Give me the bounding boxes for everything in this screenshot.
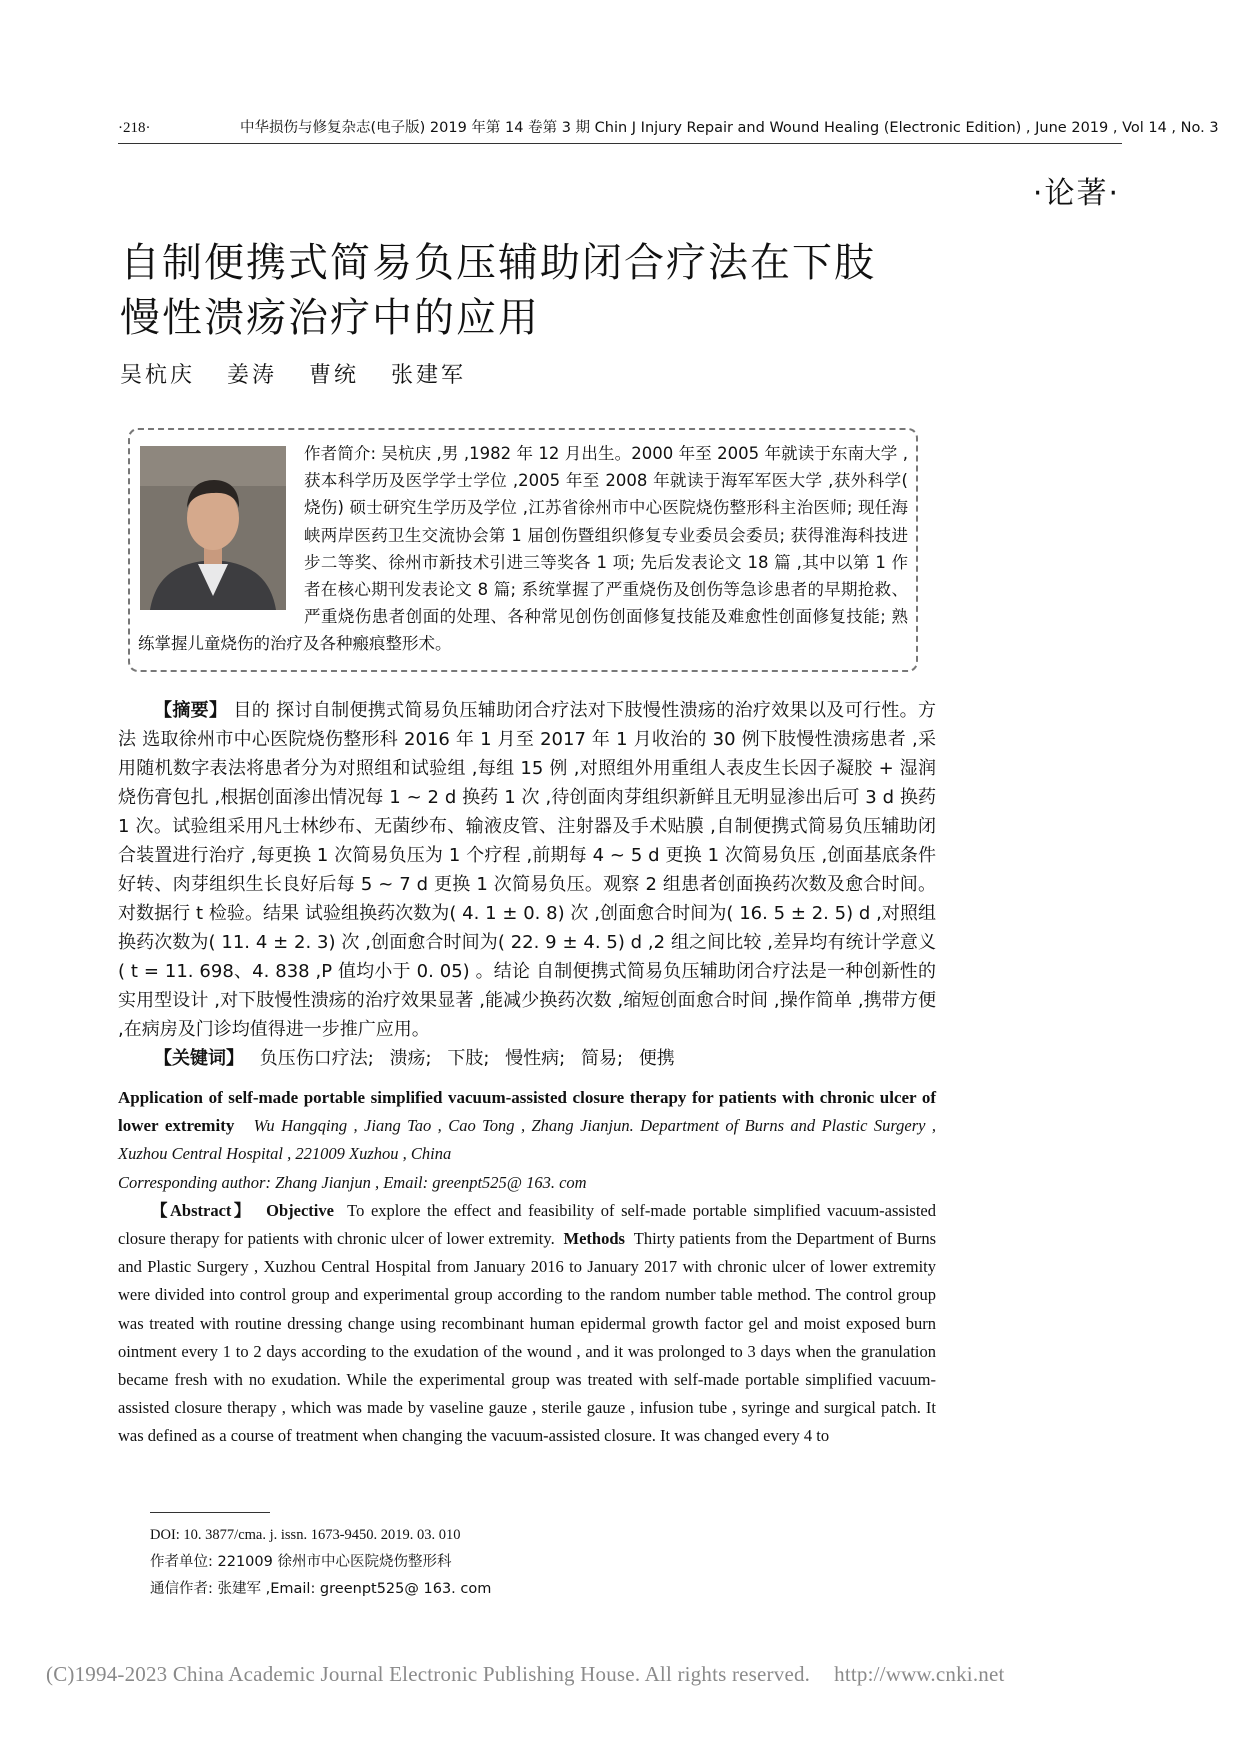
english-abstract xyxy=(118,1084,936,1451)
objective-label: Objective xyxy=(266,1200,334,1220)
copyright-text: (C)1994-2023 China Academic Journal Electronic Publishing House. All rights reserved. xyxy=(46,1662,811,1686)
methods-label: Methods xyxy=(563,1229,625,1249)
copyright-notice xyxy=(46,1662,1196,1687)
footnote-rule xyxy=(150,1512,270,1513)
author-bio xyxy=(138,440,908,658)
english-abstract-body xyxy=(118,1197,936,1451)
keyword: 下肢; xyxy=(447,1048,490,1069)
journal-header: 中华损伤与修复杂志(电子版) 2019 年第 14 卷第 3 期 Chin J Injury Repair and Wound Healing (Electronic Edition) , June 2019 , Vol 14 , No. 3 xyxy=(240,120,1219,136)
author-list xyxy=(120,358,488,389)
keyword: 便携 xyxy=(638,1048,675,1069)
keyword: 简易; xyxy=(580,1048,624,1069)
author-bio-text: 作者简介: 吴杭庆 ,男 ,1982 年 12 月出生。2000 年至 2005 年就读于东南大学 ,获本科学历及医学学士学位 ,2005 年至 2008 年就读于海军军医大学 ,获外科学( 烧伤) 硕士研究生学历及学位 ,江苏省徐州市中心医院烧伤整形科主治医师; 现任海峡两岸医药卫生交流协会第 1 届创伤暨组织修复专业委员会委员; 获得淮海科技进步二等奖、徐州市新技术引进三等奖各 1 项; 先后发表论文 18 篇 ,其中以第 1 作者在核心期刊发表论文 8 篇; 系统掌握了严重烧伤及创伤等急诊患者的早期抢救、严重烧伤患者创面的处理、各种常见创伤创面修复技能及难愈性创面修复技能; 熟练掌握儿童烧伤的治疗及各种瘢痕整形术。 xyxy=(138,444,908,654)
abstract-label: 【摘要】 xyxy=(154,700,228,721)
abstract-label-en: 【Abstract】 xyxy=(151,1200,253,1220)
author-name: 曹统 xyxy=(309,363,360,388)
author-name: 姜涛 xyxy=(227,363,278,388)
title-line-1: 自制便携式简易负压辅助闭合疗法在下肢 xyxy=(120,240,876,286)
corresponding-footnote: 通信作者: 张建军 ,Email: greenpt525@ 163. com xyxy=(150,1581,492,1597)
methods-text: Thirty patients from the Department of Burns and Plastic Surgery , Xuzhou Central Hospital from January 2016 to January 2017 with chronic ulcer of lower extremity were divided into control group and experimental group according to the random number table method. The control group was treated with routine dressing change using recombinant human epidermal growth factor gel and moist exposed burn ointment every 1 to 2 days according to the exudation of the wound , and it was prolonged to 3 days when the granulation became fresh with no exudation. While the experimental group was treated with self-made portable simplified vacuum-assisted closure therapy , which was made by vaseline gauze , sterile gauze , infusion tube , syringe and surgical patch. It was defined as a course of treatment when changing the vacuum-assisted closure. It was changed every 4 to xyxy=(118,1229,937,1446)
author-name: 吴杭庆 xyxy=(120,363,196,388)
english-title: Application of self-made portable simplified vacuum-assisted closure therapy for patients with chronic ulcer of lower extremity xyxy=(118,1088,936,1136)
author-unit: 作者单位: 221009 徐州市中心医院烧伤整形科 xyxy=(150,1554,452,1570)
doi: DOI: 10. 3877/cma. j. issn. 1673-9450. 2019. 03. 010 xyxy=(150,1527,461,1543)
corresponding-author: Corresponding author: Zhang Jianjun , Email: greenpt525@ 163. com xyxy=(118,1172,587,1192)
objective-text: To explore the effect and feasibility of self-made portable simplified vacuum-assisted closure therapy for patients with chronic ulcer of lower extremity. xyxy=(118,1200,936,1249)
chinese-abstract xyxy=(118,696,936,1073)
page-number: ·218· xyxy=(118,120,151,136)
cnki-url: http://www.cnki.net xyxy=(834,1662,1005,1686)
photo-spacer xyxy=(138,440,304,616)
section-tag: ·论著· xyxy=(1032,176,1120,211)
keywords-line xyxy=(118,1044,936,1073)
english-authors-affiliation: Wu Hangqing , Jiang Tao , Cao Tong , Zhang Jianjun. Department of Burns and Plastic Surgery , Xuzhou Central Hospital , 221009 Xuzhou , China xyxy=(118,1116,936,1164)
keywords-label: 【关键词】 xyxy=(154,1048,244,1069)
footnotes xyxy=(150,1522,491,1603)
title-line-2: 慢性溃疡治疗中的应用 xyxy=(120,295,540,341)
keyword: 负压伤口疗法; xyxy=(259,1048,374,1069)
author-name: 张建军 xyxy=(391,363,467,388)
article-title xyxy=(120,236,1020,346)
header-rule xyxy=(118,143,1122,144)
abstract-paragraph xyxy=(118,696,936,1044)
english-title-block xyxy=(118,1084,936,1169)
abstract-body: 目的 探讨自制便携式简易负压辅助闭合疗法对下肢慢性溃疡的治疗效果以及可行性。方法 选取徐州市中心医院烧伤整形科 2016 年 1 月至 2017 年 1 月收治的 30 例下肢慢性溃疡患者 ,采用随机数字表法将患者分为对照组和试验组 ,每组 15 例 ,对照组外用重组人表皮生长因子凝胶 + 湿润烧伤膏包扎 ,根据创面渗出情况每 1 ~ 2 d 换药 1 次 ,待创面肉芽组织新鲜且无明显渗出后可 3 d 换药 1 次。试验组采用凡士林纱布、无菌纱布、输液皮管、注射器及手术贴膜 ,自制便携式简易负压辅助闭合装置进行治疗 ,每更换 1 次简易负压为 1 个疗程 ,前期每 4 ~ 5 d 更换 1 次简易负压 ,创面基底条件好转、肉芽组织生长良好后每 5 ~ 7 d 更换 1 次简易负压。观察 2 组患者创面换药次数及愈合时间。对数据行 t 检验。结果 试验组换药次数为( 4. 1 ± 0. 8) 次 ,创面愈合时间为( 16. 5 ± 2. 5) d ,对照组换药次数为( 11. 4 ± 2. 3) 次 ,创面愈合时间为( 22. 9 ± 4. 5) d ,2 组之间比较 ,差异均有统计学意义( t = 11. 698、4. 838 ,P 值均小于 0. 05) 。结论 自制便携式简易负压辅助闭合疗法是一种创新性的实用型设计 ,对下肢慢性溃疡的治疗效果显著 ,能减少换药次数 ,缩短创面愈合时间 ,操作简单 ,携带方便 ,在病房及门诊均值得进一步推广应用。 xyxy=(118,700,936,1040)
keyword: 溃疡; xyxy=(389,1048,432,1069)
keyword: 慢性病; xyxy=(505,1048,566,1069)
